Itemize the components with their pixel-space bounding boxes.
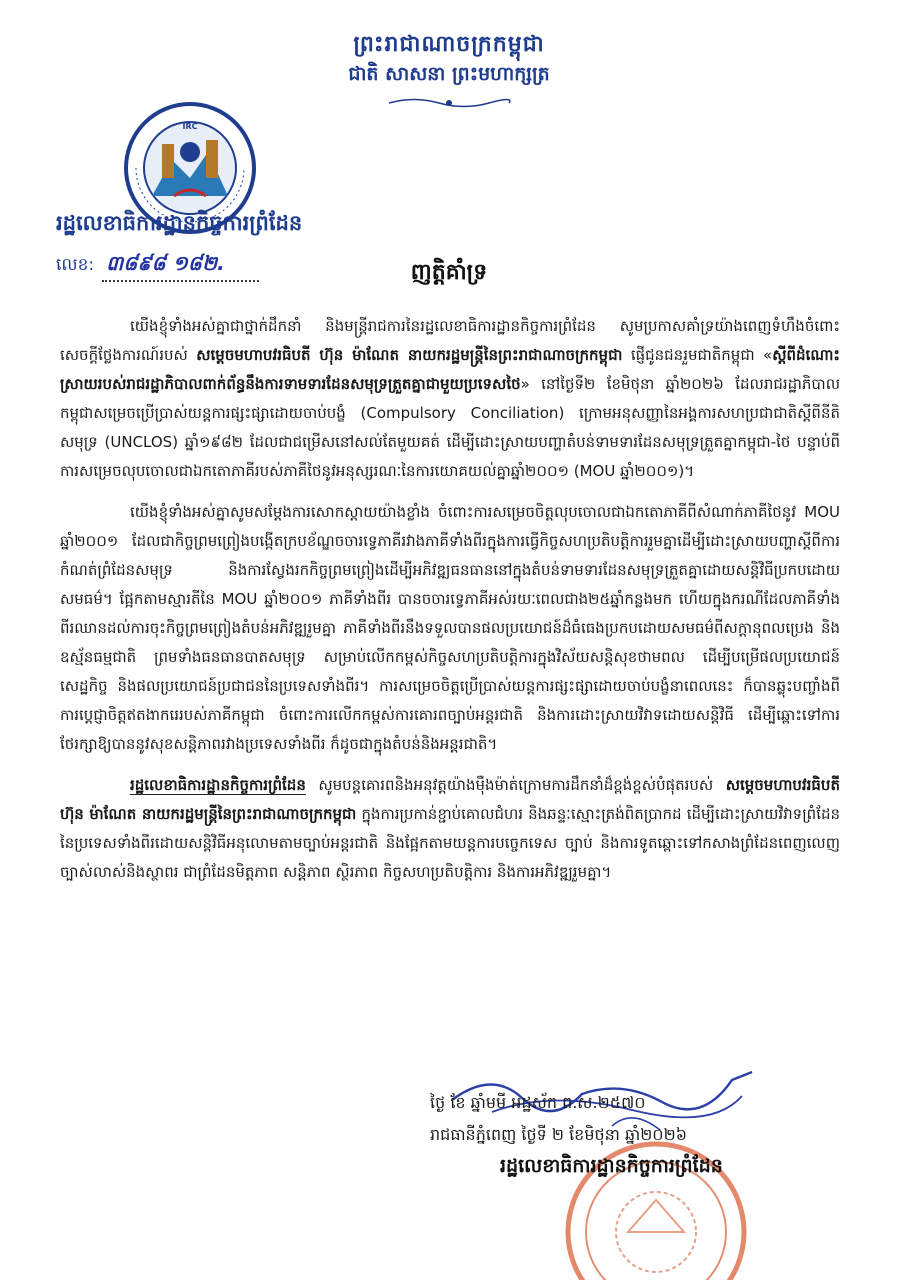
lunar-date: ថ្ងៃ ខែ ឆ្នាំមមី អដ្ឋស័ក ព.ស.២៥៧០ [430, 1093, 646, 1112]
kingdom-heading: ព្រះរាជាណាចក្រកម្ពុជា [353, 32, 545, 57]
reference-number: ៣៨៩៨ ១៨២. [102, 250, 259, 282]
p1-text-a: យើងខ្ញុំទាំងអស់គ្នាជាថ្នាក់ដឹកនាំ និងមន្ត្រីរាជការនៃរដ្ឋលេខាធិការដ្ឋានកិច្ចការព្រំដែន សូមប្រកាសគាំទ្រយ៉ាងពេញទំហឹងចំពោះសេចក្តីថ្លែងការណ៍របស់ [60, 317, 840, 364]
p3-leader-name: សម្តេចមហាបវរធិបតី ហ៊ុន ម៉ាណែត នាយករដ្ឋមន្ត្រីនៃព្រះរាជាណាចក្រកម្ពុជា [60, 776, 840, 823]
paragraph-3 [60, 771, 840, 887]
reference-label: លេខ: [56, 255, 95, 275]
p1-statement-title: ស្តីពីដំណោះស្រាយរបស់រាជរដ្ឋាភិបាលពាក់ព័ន្ធនឹងការទាមទារដែនសមុទ្រត្រួតគ្នាជាមួយប្រទេសថៃ [60, 346, 840, 393]
p1-leader-name: សម្តេចមហាបវរធិបតី ហ៊ុន ម៉ាណែត នាយករដ្ឋមន្ត្រីនៃព្រះរាជាណាចក្រកម្ពុជា [196, 346, 623, 364]
p1-text-e: » នៅថ្ងៃទី២ ខែមិថុនា ឆ្នាំ២០២៦ ដែលរាជរដ្ឋាភិបាលកម្ពុជាសម្រេចប្រើប្រាស់យន្តការផ្សះផ្សាដោយចាប់បង្ខំ (Compulsory Conciliation) ក្រោមអនុសញ្ញានៃអង្គការសហប្រជាជាតិស្តីពីនីតិសមុទ្រ (UNCLOS) ឆ្នាំ១៩៨២ ដែលជាជម្រើសនៅសល់តែមួយគត់ ដើម្បីដោះស្រាយបញ្ហាតំបន់ទាមទារដែនសមុទ្រត្រួតគ្នាកម្ពុជា-ថៃ បន្ទាប់ពីការសម្រេចលុបចោលជាឯកតោភាគីរបស់ភាគីថៃនូវអនុស្សរណៈនៃការយោគយល់គ្នាឆ្នាំ២០០១ (MOU ឆ្នាំ២០០១)។ [60, 375, 840, 480]
solar-date: រាជធានីភ្នំពេញ ថ្ងៃទី ២ ខែមិថុនា ឆ្នាំ២០២៦ [430, 1125, 688, 1144]
p3-text-d: ក្នុងការប្រកាន់ខ្ជាប់គោលជំហរ និងឆន្ទៈស្មោះត្រង់ពិតប្រាកដ ដើម្បីដោះស្រាយវិវាទព្រំដែននៃប្រទេសទាំងពីរដោយសន្តិវិធីអនុលោមតាមច្បាប់អន្តរជាតិ និងផ្អែកតាមយន្តការបច្ចេកទេស ច្បាប់ និងការទូតឆ្ពោះទៅកសាងព្រំដែនពេញលេញ ច្បាស់លាស់និងស្ថាពរ ជាព្រំដែនមិត្តភាព សន្តិភាព ស្ថិរភាព កិច្ចសហប្រតិបត្តិការ និងការអភិវឌ្ឍរួមគ្នា។ [60, 805, 840, 881]
ministry-name: រដ្ឋលេខាធិការដ្ឋានកិច្ចការព្រំដែន [56, 211, 303, 235]
p3-text-b: សូមបន្តគោរពនិងអនុវត្តយ៉ាងម៉ឺងម៉ាត់ក្រោមការដឹកនាំដ៏ខ្ពង់ខ្ពស់បំផុតរបស់ [318, 776, 714, 794]
p1-text-c: ផ្ញើជូនជនរួមជាតិកម្ពុជា « [630, 346, 773, 364]
paragraph-2: យើងខ្ញុំទាំងអស់គ្នាសូមសម្តែងការសោកស្តាយយ៉ាងខ្លាំង ចំពោះការសម្រេចចិត្តលុបចោលជាឯកតោភាគីពីសំណាក់ភាគីថៃនូវ MOU ឆ្នាំ២០០១ ដែលជាកិច្ចព្រមព្រៀងបង្កើតក្របខ័ណ្ឌចចារទ្វេភាគីរវាងភាគីទាំងពីរក្នុងការធ្វើកិច្ចសហប្រតិបត្តិការរួមគ្នាដើម្បីដោះស្រាយបញ្ហាស្តីពីការកំណត់ព្រំដែនសមុទ្រ និងការស្វែងរកកិច្ចព្រមព្រៀងដើម្បីអភិវឌ្ឍធនធាននៅក្នុងតំបន់ទាមទារដែនសមុទ្រត្រួតគ្នាដោយសន្តិវិធីប្រកបដោយសមធម៌។ ផ្អែកតាមស្មារតីនៃ MOU ឆ្នាំ២០០១ ភាគីទាំងពីរ បានចចារទ្វេភាគីអស់រយៈពេលជាង២៥ឆ្នាំកន្លងមក ហើយក្នុងករណីដែលភាគីទាំងពីរឈានដល់ការចុះកិច្ចព្រមព្រៀងតំបន់អភិវឌ្ឍរួមគ្នា ភាគីទាំងពីរនឹងទទួលបានផលប្រយោជន៍ដ៏ធំធេងប្រកបដោយសមធម៌ពីសក្តានុពលប្រេង និងឧស្ម័នធម្មជាតិ ព្រមទាំងធនធានបាតសមុទ្រ សម្រាប់លើកកម្ពស់កិច្ចសហប្រតិបត្តិការក្នុងវិស័យសន្តិសុខថាមពល ដើម្បីបម្រើផលប្រយោជន៍សេដ្ឋកិច្ច និងផលប្រយោជន៍ប្រជាជននៃប្រទេសទាំងពីរ។ ការសម្រេចចិត្តប្រើប្រាស់យន្តការផ្សះផ្សាដោយចាប់បង្ខំនាពេលនេះ ក៏បានឆ្លុះបញ្ចាំងពីការប្តេជ្ញាចិត្តឥតងាករេរបស់ភាគីកម្ពុជា ចំពោះការលើកកម្ពស់ការគោរពច្បាប់អន្តរជាតិ និងការដោះស្រាយវិវាទដោយសន្តិវិធី ដើម្បីឆ្ពោះទៅការថែរក្សាឱ្យបាននូវសុខសន្តិភាពរវាងប្រទេសទាំងពីរ ក៏ដូចជាក្នុងតំបន់និងអន្តរជាតិ។ [60, 503, 840, 753]
document-body [60, 312, 840, 899]
document-title: ញត្តិគាំទ្រ [410, 260, 488, 285]
p3-ministry: រដ្ឋលេខាធិការដ្ឋានកិច្ចការព្រំដែន [130, 776, 306, 794]
national-motto: ជាតិ សាសនា ព្រះមហាក្សត្រ [348, 63, 550, 85]
logo-acronym: IRC [182, 122, 198, 131]
paragraph-1 [60, 312, 840, 486]
signing-authority: រដ្ឋលេខាធិការដ្ឋានកិច្ចការព្រំដែន [500, 1155, 723, 1177]
ornament-divider [384, 96, 514, 110]
